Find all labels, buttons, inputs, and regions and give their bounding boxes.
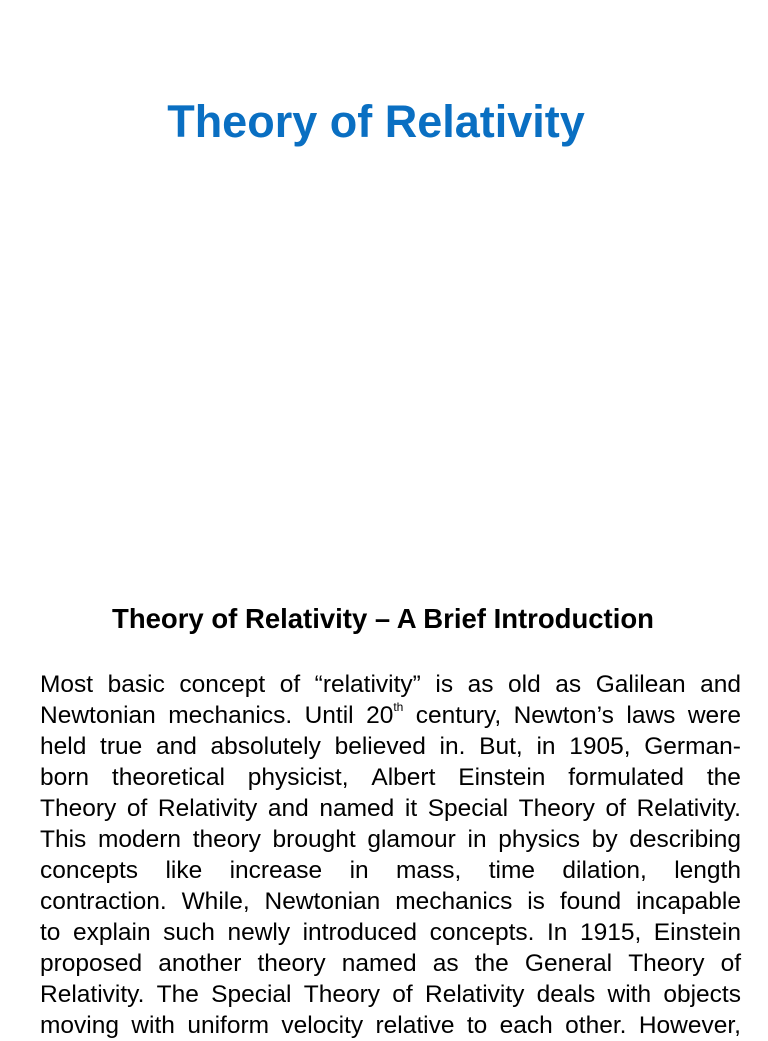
document-title: Theory of Relativity xyxy=(167,96,585,147)
word: true xyxy=(100,733,143,760)
paragraph-line xyxy=(40,669,741,700)
word: concepts xyxy=(40,857,139,884)
paragraph-line xyxy=(40,855,741,886)
word: with xyxy=(607,981,652,1008)
word: moving xyxy=(40,1012,119,1039)
word: velocity xyxy=(281,1012,364,1039)
word: of xyxy=(126,795,148,822)
word: it xyxy=(404,795,418,822)
word: of xyxy=(720,950,741,977)
word: the xyxy=(474,950,509,977)
word: Most xyxy=(40,671,94,698)
word: newly xyxy=(227,919,291,946)
word: incapable xyxy=(636,888,741,915)
word: Relativity xyxy=(425,981,525,1008)
word: Einstein xyxy=(653,919,741,946)
word: such xyxy=(163,919,215,946)
section-heading: Theory of Relativity – A Brief Introduction xyxy=(112,603,654,634)
word: in xyxy=(349,857,369,884)
word: is xyxy=(527,888,545,915)
word: Relativity. xyxy=(40,981,145,1008)
word: Newtonian xyxy=(264,888,381,915)
word: German- xyxy=(644,733,741,760)
word: “relativity” xyxy=(314,671,421,698)
word: like xyxy=(165,857,203,884)
paragraph-line xyxy=(40,917,741,948)
word: Relativity. xyxy=(636,795,741,822)
word: mechanics. xyxy=(168,702,293,729)
word: introduced xyxy=(302,919,418,946)
word: of xyxy=(279,671,301,698)
paragraph-line xyxy=(40,793,741,824)
word: absolutely xyxy=(210,733,321,760)
word: is xyxy=(435,671,454,698)
word: But, xyxy=(479,733,523,760)
word: and xyxy=(267,795,309,822)
word: mass, xyxy=(396,857,462,884)
word: physics xyxy=(498,826,580,853)
word: formulated xyxy=(568,764,685,791)
word: Special xyxy=(427,795,509,822)
word: theory xyxy=(192,826,261,853)
word: were xyxy=(687,702,741,729)
word: contraction. xyxy=(40,888,167,915)
word: uniform xyxy=(187,1012,270,1039)
word: Theory xyxy=(628,950,705,977)
word: concepts. xyxy=(429,919,535,946)
paragraph-line xyxy=(40,979,741,1010)
paragraph-line xyxy=(40,948,741,979)
word: 1905, xyxy=(569,733,631,760)
word: to xyxy=(466,1012,488,1039)
word: named xyxy=(341,950,417,977)
word: Newton’s xyxy=(513,702,614,729)
word: While, xyxy=(181,888,250,915)
word: Newtonian xyxy=(40,702,156,729)
word: proposed xyxy=(40,950,143,977)
paragraph-line xyxy=(40,886,741,917)
word: believed xyxy=(334,733,426,760)
word: and xyxy=(155,733,197,760)
word: in xyxy=(536,733,556,760)
word: Albert xyxy=(371,764,436,791)
word: mechanics xyxy=(395,888,513,915)
word: as xyxy=(467,671,494,698)
word: and xyxy=(700,671,741,698)
word: dilation, xyxy=(562,857,647,884)
word: length xyxy=(674,857,741,884)
word: with xyxy=(131,1012,175,1039)
body-paragraph xyxy=(40,669,741,1041)
word: Galilean xyxy=(595,671,686,698)
word: in. xyxy=(439,733,466,760)
word: found xyxy=(559,888,622,915)
word: 20th xyxy=(366,700,404,729)
word: born xyxy=(40,764,90,791)
word: time xyxy=(488,857,536,884)
word: held xyxy=(40,733,87,760)
word: Theory xyxy=(303,981,381,1008)
word: in xyxy=(467,826,487,853)
word: by xyxy=(591,826,618,853)
word: to xyxy=(40,919,61,946)
word: as xyxy=(555,671,582,698)
word: Theory xyxy=(518,795,595,822)
word: This xyxy=(40,826,87,853)
word: theoretical xyxy=(111,764,225,791)
word: However, xyxy=(638,1012,741,1039)
word: Theory xyxy=(40,795,117,822)
word: laws xyxy=(626,702,676,729)
word: increase xyxy=(229,857,323,884)
word: In xyxy=(546,919,568,946)
word: brought xyxy=(272,826,356,853)
word: explain xyxy=(72,919,151,946)
word: of xyxy=(392,981,413,1008)
paragraph-line xyxy=(40,1010,741,1041)
paragraph-line xyxy=(40,731,741,762)
word: glamour xyxy=(367,826,456,853)
paragraph-line xyxy=(40,762,741,793)
word: physicist, xyxy=(247,764,349,791)
word: the xyxy=(706,764,741,791)
word: Relativity xyxy=(157,795,258,822)
word: another xyxy=(158,950,242,977)
word: other. xyxy=(565,1012,627,1039)
word: Until xyxy=(304,702,354,729)
word: of xyxy=(605,795,626,822)
word: objects xyxy=(663,981,741,1008)
word: 1915, xyxy=(579,919,642,946)
word: Special xyxy=(211,981,292,1008)
word: basic xyxy=(107,671,165,698)
word: deals xyxy=(536,981,596,1008)
word: old xyxy=(508,671,541,698)
word: The xyxy=(156,981,199,1008)
word: General xyxy=(524,950,613,977)
word: each xyxy=(499,1012,553,1039)
word: relative xyxy=(375,1012,455,1039)
word: Einstein xyxy=(458,764,546,791)
word: describing xyxy=(629,826,741,853)
word: named xyxy=(319,795,395,822)
word: as xyxy=(432,950,459,977)
word: theory xyxy=(257,950,326,977)
word: century, xyxy=(415,702,502,729)
paragraph-line xyxy=(40,700,741,731)
paragraph-line xyxy=(40,824,741,855)
word: modern xyxy=(97,826,182,853)
word: concept xyxy=(179,671,266,698)
